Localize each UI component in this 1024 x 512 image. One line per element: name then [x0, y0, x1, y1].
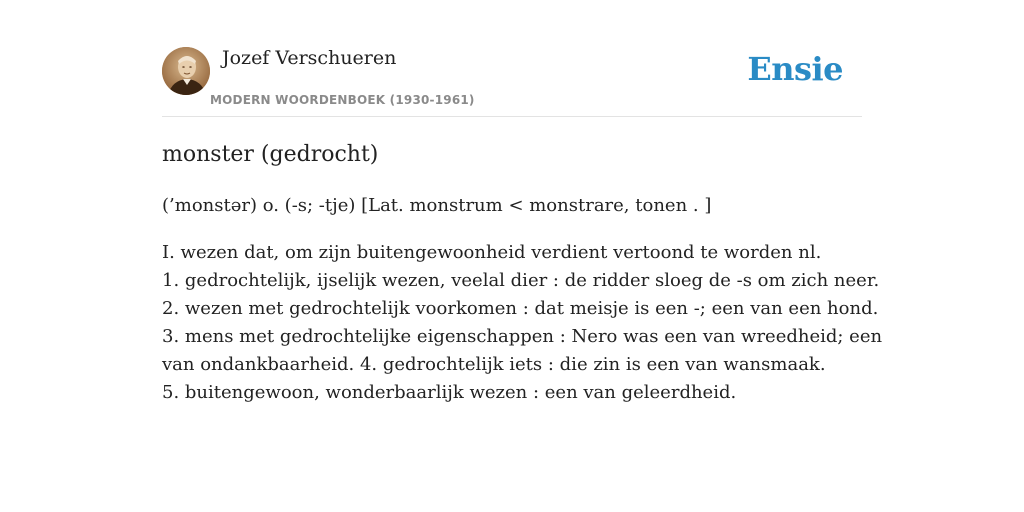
definition-line: 3. mens met gedrochtelijke eigenschappen : Nero was een van wreedheid; een — [162, 326, 883, 347]
entry-definition — [162, 239, 883, 407]
entry-title: monster (gedrocht) — [162, 142, 379, 167]
definition-line: I. wezen dat, om zijn buitengewoonheid verdient vertoond te worden nl. — [162, 242, 822, 263]
author-portrait-image — [162, 47, 210, 95]
author-avatar[interactable] — [162, 47, 210, 95]
entry-card — [162, 0, 883, 512]
definition-line: van ondankbaarheid. 4. gedrochtelijk iets : die zin is een van wansmaak. — [162, 354, 826, 375]
definition-line: 2. wezen met gedrochtelijk voorkomen : dat meisje is een -; een van een hond. — [162, 298, 879, 319]
definition-line: 1. gedrochtelijk, ijselijk wezen, veelal dier : de ridder sloeg de -s om zich neer. — [162, 270, 880, 291]
entry-etymology: (’monstər) o. (-s; -tje) [Lat. monstrum < monstrare, tonen . ] — [162, 195, 712, 216]
source-label[interactable]: MODERN WOORDENBOEK (1930-1961) — [210, 93, 475, 107]
ensie-logo[interactable]: Ensie — [747, 50, 843, 88]
entry-header — [162, 0, 862, 117]
definition-line: 5. buitengewoon, wonderbaarlijk wezen : een van geleerdheid. — [162, 382, 737, 403]
author-name[interactable]: Jozef Verschueren — [222, 47, 397, 69]
